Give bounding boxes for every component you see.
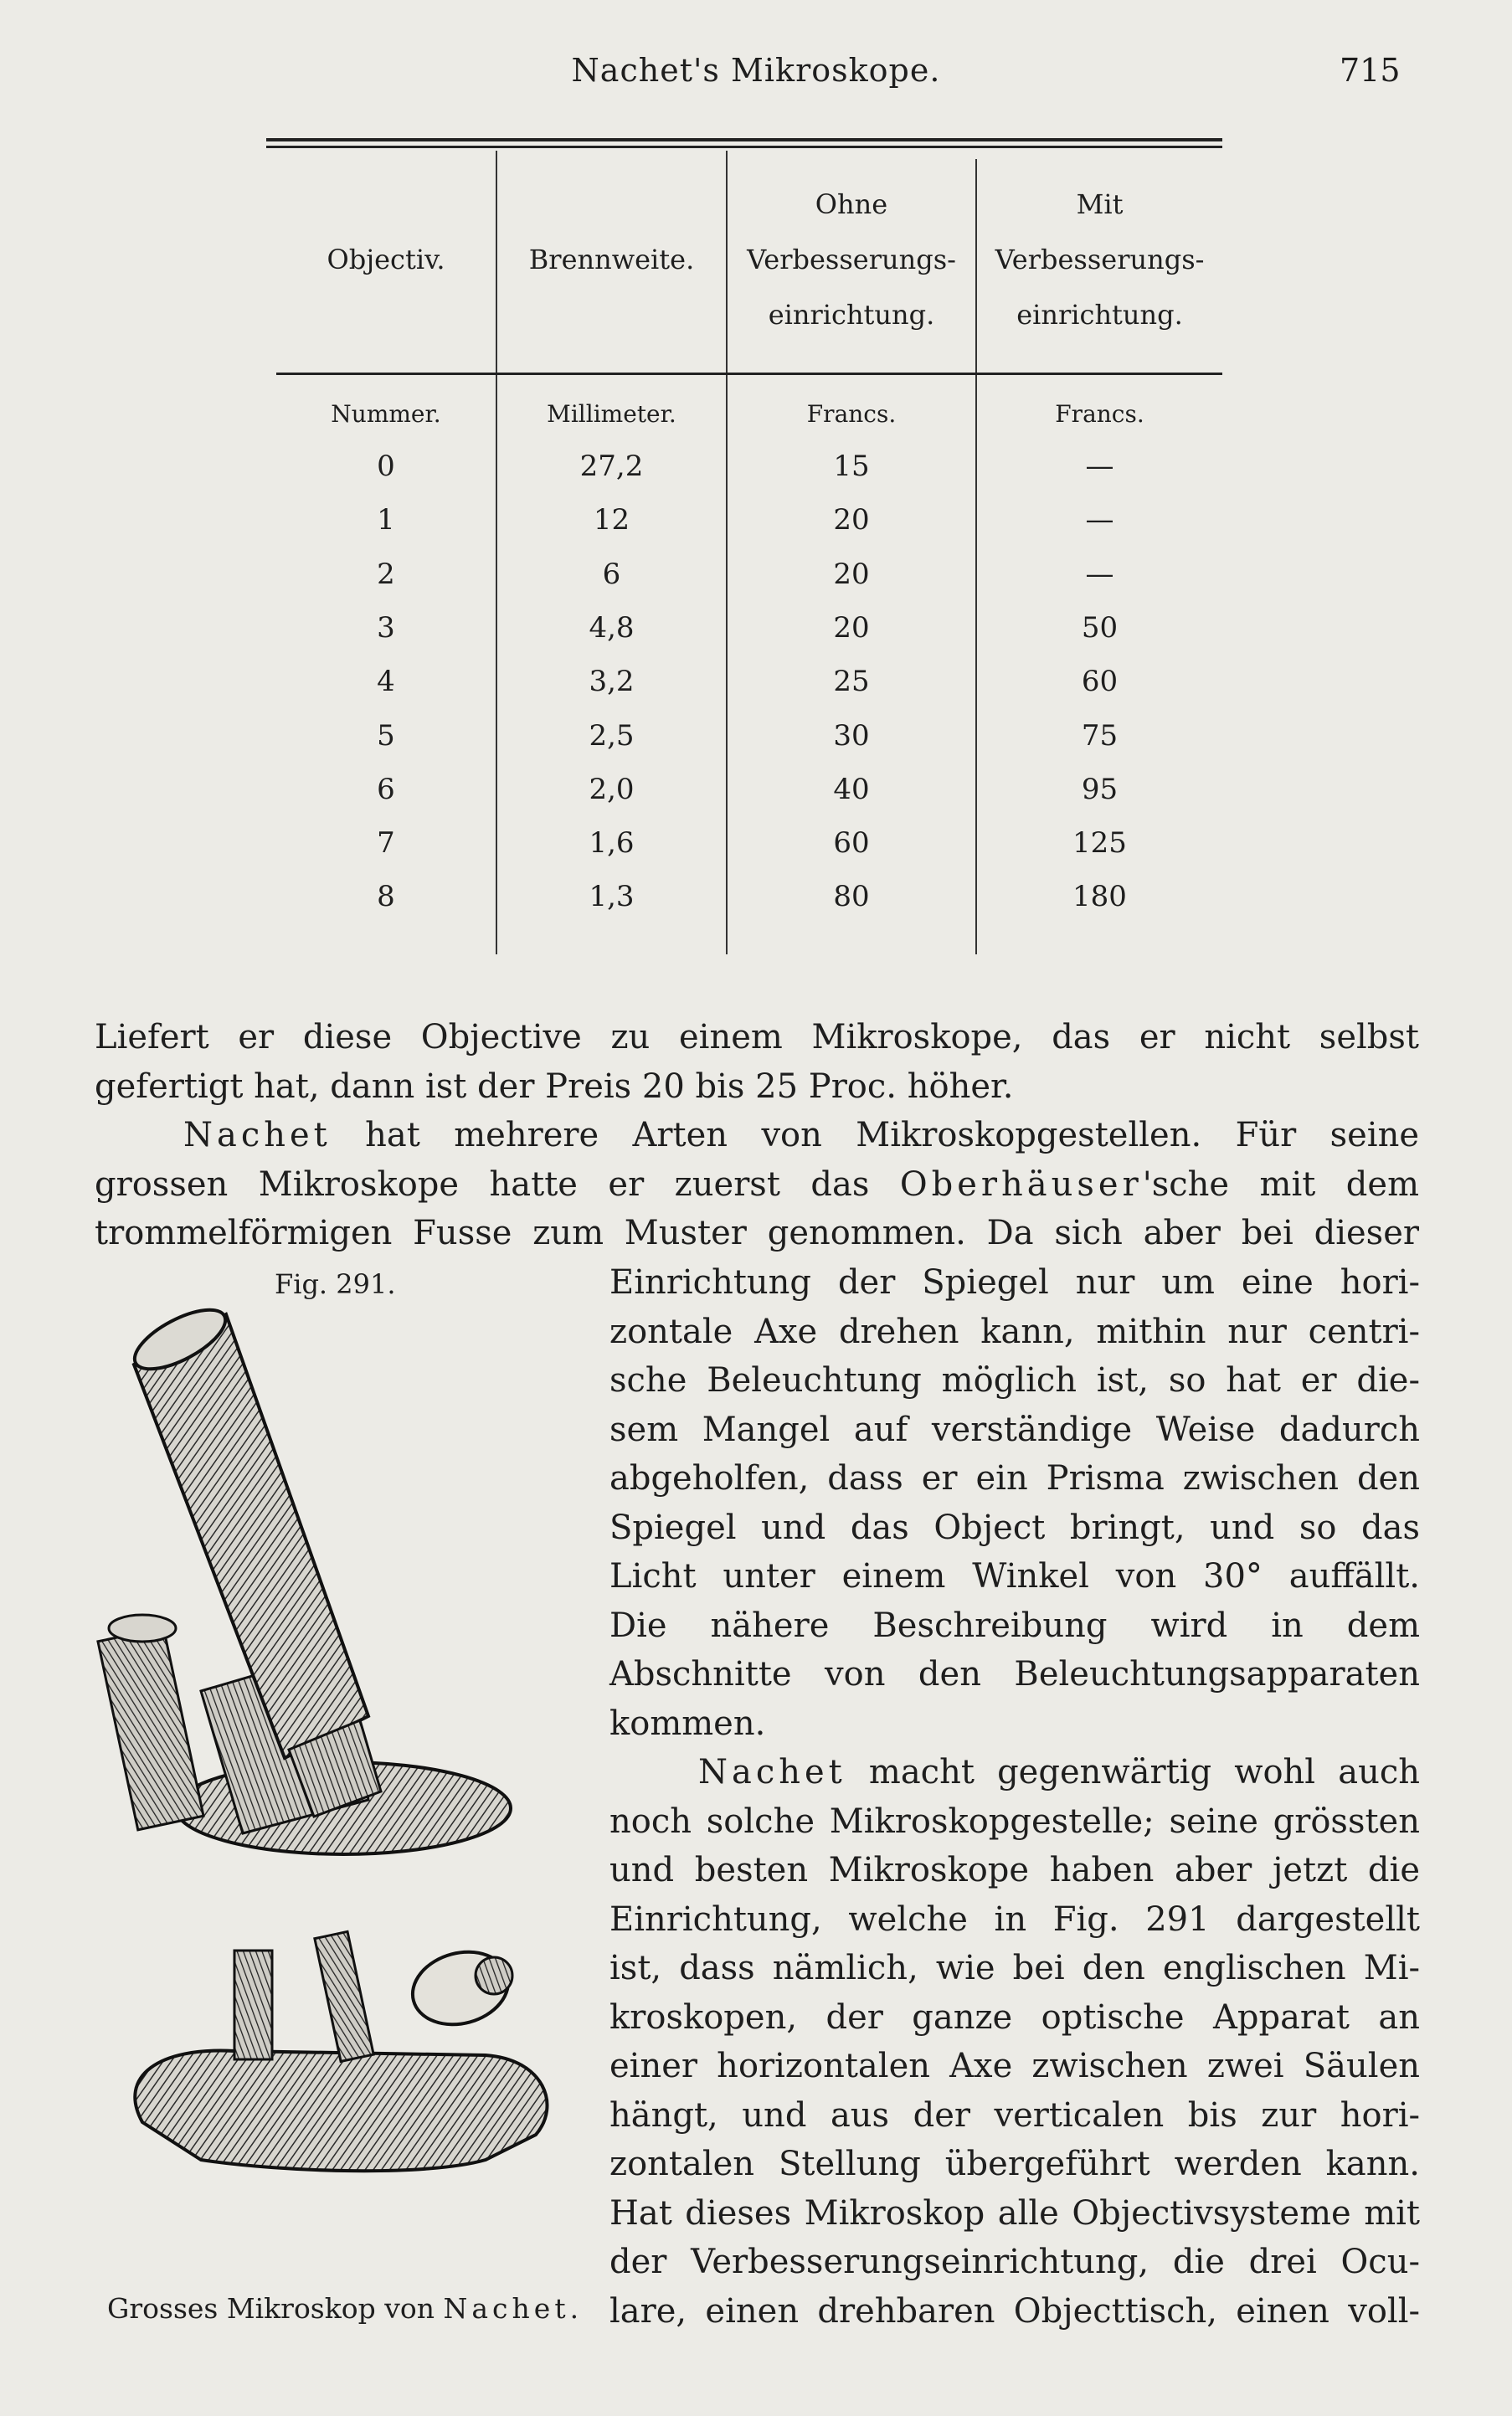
table-cell: 125	[1072, 826, 1127, 861]
focus-knob	[109, 1615, 176, 1642]
table-cell: 30	[833, 718, 870, 753]
table-cell: 2,0	[589, 772, 635, 806]
table-cell: 75	[1081, 718, 1119, 753]
text-line: Nachet hat mehrere Arten von Mikroskopgestellen. Für seine	[183, 1116, 1420, 1154]
microscope-illustration	[92, 1298, 594, 2202]
text-line: sem Mangel auf verständige Weise dadurch	[609, 1410, 1420, 1449]
page-number: 715	[1340, 52, 1401, 89]
table-cell: 3	[377, 610, 395, 645]
text-line: grossen Mikroskope hatte er zuerst das Oberhäuser'sche mit dem	[95, 1164, 1420, 1204]
table-cell: 1	[377, 503, 395, 537]
table-cell: 180	[1072, 880, 1127, 914]
table-row	[276, 601, 1222, 655]
text-line: zontale Axe drehen kann, mithin nur centri-	[609, 1312, 1420, 1351]
figure-caption: Grosses Mikroskop von Nachet.	[107, 2292, 584, 2325]
text-line: Licht unter einem Winkel von 30° auffällt.	[609, 1557, 1420, 1596]
text-line: Liefert er diese Objective zu einem Mikroskope, das er nicht selbst	[95, 1018, 1419, 1056]
table-cell: 1,6	[589, 826, 635, 861]
table-cell: Millimeter.	[547, 400, 676, 428]
table-cell: 3,2	[589, 665, 635, 699]
table-units-row	[276, 388, 1222, 441]
table-cell: 2	[377, 557, 395, 591]
table-cell: Francs.	[806, 400, 897, 428]
table-row	[276, 709, 1222, 763]
text-line: kroskopen, der ganze optische Apparat an	[609, 1997, 1420, 2037]
text-line: abgeholfen, dass er ein Prisma zwischen den	[609, 1459, 1420, 1498]
table-header-brennweite: Brennweite.	[528, 244, 695, 275]
table-cell: 40	[833, 772, 870, 806]
text-line: der Verbesserungseinrichtung, die drei Ocu-	[609, 2243, 1420, 2281]
table-cell: —	[1085, 503, 1114, 537]
table-cell: Nummer.	[331, 400, 441, 428]
table-cell: 27,2	[579, 450, 644, 483]
table-cell: 50	[1081, 610, 1119, 645]
table-row	[276, 440, 1222, 493]
table-cell: 20	[833, 610, 870, 645]
person-name: Nachet	[698, 1753, 846, 1791]
table-cell: 0	[377, 450, 395, 483]
running-header-title: Nachet's Mikroskope.	[571, 52, 941, 89]
text-line: Abschnitte von den Beleuchtungsapparaten	[609, 1655, 1420, 1694]
text-line: Einrichtung der Spiegel nur um eine hori-	[609, 1263, 1420, 1302]
text-line: trommelförmigen Fusse zum Muster genommen. Da sich aber bei dieser	[95, 1214, 1419, 1252]
table-cell: 5	[377, 718, 395, 753]
table-cell: —	[1085, 557, 1114, 591]
table-cell: 2,5	[589, 718, 635, 753]
table-cell: 80	[833, 880, 870, 914]
paragraph-3	[609, 1748, 1420, 2336]
text-line: hängt, und aus der verticalen bis zur hori-	[609, 2095, 1420, 2135]
table-cell: 60	[1081, 665, 1119, 699]
table-row	[276, 870, 1222, 923]
table-row	[276, 816, 1222, 870]
table-row	[276, 763, 1222, 816]
text-line: sche Beleuchtung möglich ist, so hat er die-	[609, 1361, 1420, 1400]
text-line: kommen.	[609, 1704, 766, 1743]
table-cell: 95	[1081, 772, 1119, 806]
person-name: Nachet	[183, 1116, 332, 1154]
mirror-knob	[476, 1957, 512, 1994]
table-cell: 20	[833, 557, 870, 591]
table-cell: 60	[833, 826, 870, 861]
table-cell: Francs.	[1055, 400, 1144, 428]
text-line: Die nähere Beschreibung wird in dem	[609, 1606, 1420, 1645]
table-cell: 12	[593, 503, 630, 537]
table-header-rule	[276, 373, 1222, 375]
table-row	[276, 547, 1222, 601]
microscope-base	[135, 2051, 547, 2172]
table-cell: 6	[377, 772, 395, 806]
text-line: Spiegel und das Object bringt, und so das	[609, 1508, 1420, 1547]
text-line: Einrichtung, welche in Fig. 291 dargestellt	[609, 1899, 1420, 1939]
table-cell: 4,8	[589, 610, 635, 645]
text-line: einer horizontalen Axe zwischen zwei Säulen	[609, 2047, 1420, 2085]
text-line: lare, einen drehbaren Objecttisch, einen voll-	[609, 2291, 1420, 2331]
table-cell: 15	[833, 450, 870, 483]
table-top-rule	[266, 138, 1222, 141]
price-table	[276, 151, 1222, 954]
table-row	[276, 655, 1222, 708]
text-line: und besten Mikroskope haben aber jetzt die	[609, 1851, 1420, 1889]
paragraph-2	[95, 1111, 1419, 1258]
table-header-mit: Mit Verbesserungs- einrichtung.	[995, 188, 1205, 331]
table-cell: 4	[377, 665, 395, 699]
text-line: gefertigt hat, dann ist der Preis 20 bis 25 Proc. höher.	[95, 1067, 1014, 1106]
microscope-pillar	[315, 1931, 373, 2061]
table-cell: 20	[833, 503, 870, 537]
focus-column	[98, 1627, 203, 1830]
table-row	[276, 493, 1222, 547]
table-cell: 7	[377, 826, 395, 861]
person-name: Oberhäuser	[899, 1164, 1143, 1204]
table-header-objectiv: Objectiv.	[327, 244, 445, 275]
paragraph-1	[95, 1013, 1419, 1111]
text-line: ist, dass nämlich, wie bei den englischen Mi-	[609, 1949, 1420, 1987]
text-line: zontalen Stellung übergeführt werden kann.	[609, 2145, 1420, 2183]
text-line: noch solche Mikroskopgestelle; seine grössten	[609, 1802, 1420, 1841]
table-cell: —	[1085, 450, 1114, 483]
table-cell: 6	[602, 557, 621, 591]
text-line: Hat dieses Mikroskop alle Objectivsysteme mit	[609, 2193, 1420, 2233]
person-name: Nachet.	[443, 2292, 584, 2325]
text-line: Nachet macht gegenwärtig wohl auch	[698, 1753, 1420, 1791]
table-header-ohne: Ohne Verbesserungs- einrichtung.	[747, 188, 956, 331]
table-cell: 1,3	[589, 880, 635, 914]
paragraph-2-column	[609, 1258, 1420, 1748]
table-top-rule-thin	[266, 146, 1222, 148]
table-cell: 8	[377, 880, 395, 914]
figure-label: Fig. 291.	[275, 1268, 396, 1300]
table-cell: 25	[833, 665, 870, 699]
microscope-pillar	[234, 1951, 272, 2059]
